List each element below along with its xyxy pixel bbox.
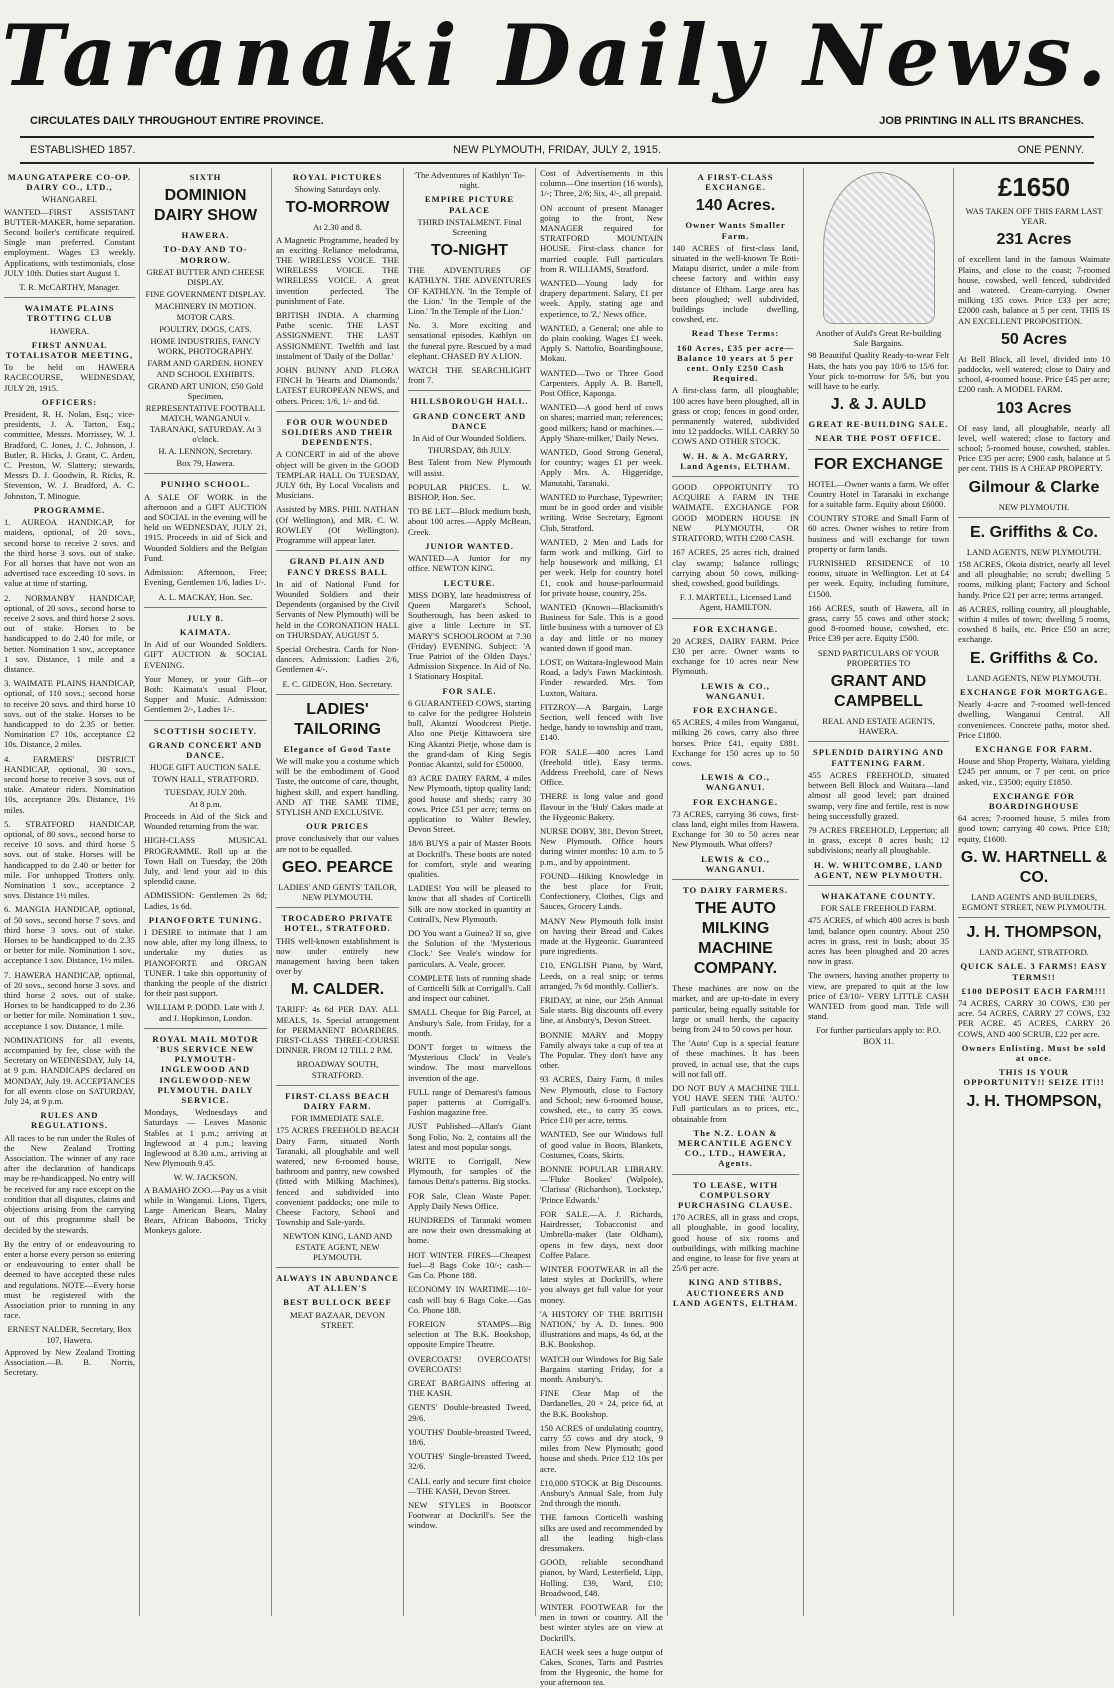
classified: BONNIE MARY and Moppy Family always take a cup of tea at The Popular. They don't have any other.	[540, 1029, 663, 1071]
paragraph: All races to be run under the Rules of the New Zealand Trotting Association. The winner of any race after the declaration of handicaps may be re-handicapped. No entry will be received for any race except on the condition that all disputes, claims and objections arising from the carrying out of this programme shall be decided by the stewards.	[4, 1132, 135, 1235]
signature: BROADWAY SOUTH, STRATFORD.	[296, 1059, 379, 1080]
heading: FIRST-CLASS BEACH DAIRY FARM.	[285, 1090, 390, 1112]
race-entry: 2. NORMANBY HANDICAP, optional, of 20 sovs., second horse to receive 2 sovs. and third horse 2 sovs. out of stake. Horses to be handicapped to do 2.40 for mile, or better. Nomination 1 sov., acceptance 1 sov. Distance, 1 mile and a distance.	[4, 592, 135, 674]
classified: 6 GUARANTEED COWS, starting to calve for the pedigree Holstein bull, Akantzi Woodcrest Pietje. Also one Pietje Kittawoera sire King Akantzi Pietje, whose dam is the grand-dam of King Segis Pontiac Akantzi, sold for £50000.	[408, 697, 531, 769]
subheading: SEND PARTICULARS OF YOUR PROPERTIES TO	[817, 647, 940, 668]
divider	[144, 607, 267, 608]
feature-line: GRAND ART UNION, £50 Gold Specimen.	[147, 380, 264, 402]
heading: E. Griffiths & Co.	[970, 649, 1098, 667]
heading: MAUNGATAPERE CO-OP. DAIRY CO., LTD.,	[7, 172, 132, 193]
caption: Another of Auld's Great Re-building Sale Bargains.	[815, 328, 942, 349]
signature: H. W. WHITCOMBE, LAND AGENT, NEW PLYMOUTH.	[813, 859, 944, 880]
heading: RULES AND REGULATIONS.	[30, 1110, 109, 1131]
heading: GRAND CONCERT AND DANCE	[412, 410, 527, 431]
classified: FOUND—Hiking Knowledge in the best place for Fruit, Confectionery, Clothes, Cigs and Sauces, Grocery Lands.	[540, 870, 663, 912]
classified: £10,000 STOCK at Big Discounts. Ansbury's Annual Sale, from July 2nd through the month.	[540, 1477, 663, 1509]
classified: DON'T forget to witness the 'Mysterious Clock' in Veale's window. The most marvellous invention of the age.	[408, 1042, 531, 1083]
classified: COMPLETE lists of running shade of Corticelli Silk at Corrigall's. Call and inspect our cabinet.	[408, 972, 531, 1004]
heading: ROYAL MAIL MOTOR 'BUS SERVICE NEW PLYMOUTH-INGLEWOOD AND INGLEWOOD-NEW PLYMOUTH. DAILY SERVICE.	[152, 1033, 259, 1106]
classified: OVERCOATS! OVERCOATS! OVERCOATS!	[408, 1353, 531, 1374]
subheading: FOR SALE FREEHOLD FARM.	[820, 903, 937, 914]
paragraph: No. 3. More exciting and sensational episodes. Kathlyn on the funeral pyre. Rescued by a mad elephant. CHASED BY A LION.	[408, 320, 531, 361]
paragraph: 46 ACRES, rolling country, all ploughable, within 4 miles of town; dwelling 5 rooms, cowshed 8 bails, etc. Price £50 an acre; exchange.	[958, 603, 1110, 645]
paragraph: I DESIRE to intimate that I am now able, after my long illness, to undertake my duties as PIANOFORTE and ORGAN TUNER. I take this opportunity of thanking the people of the district for their past support.	[144, 926, 267, 999]
heading: GRAND PLAIN AND FANCY DRESS BALL	[287, 556, 388, 577]
feature-line: FINE GOVERNMENT DISPLAY.	[145, 289, 266, 300]
classified: WANTED, 2 Men and Lads for farm work and milking. Girl to help housework and milking, £1 per week. Help for country hotel £1, cook and house-parlourmaid for private house, country, 25s.	[540, 536, 663, 598]
divider	[144, 473, 267, 474]
heading: Owners Enlisting. Must be sold at once.	[961, 1042, 1107, 1063]
feature-line: GREAT BUTTER AND CHEESE DISPLAY.	[146, 266, 265, 288]
race-entry: 7. HAWERA HANDICAP, optional, of 20 sovs., second horse 3 sovs. and third horse 2 sovs. out of stake. Horses to be handicapped to do 2.36 or better for mile. Nomination 1 sov., acceptance 1 sov. Distance, 1 mile.	[4, 969, 135, 1031]
paragraph: HOTEL—Owner wants a farm. We offer Country Hotel in Taranaki in exchange for a suitable farm. Equity about £6000.	[808, 478, 949, 510]
classified: YOUTHS' Double-breasted Tweed, 18/6.	[408, 1426, 531, 1447]
classified: WRITE to Corrigall, New Plymouth, for samples of the famous Detta's patterns. Big stocks.	[408, 1156, 531, 1187]
heading: ALWAYS IN ABUNDANCE AT ALLEN'S	[276, 1273, 399, 1294]
divider	[808, 449, 949, 450]
paragraph: President, R. H. Nolan, Esq.; vice-presidents, J. A. Tarton, Esq.; committee, Messrs. Morrissey, W. J. Bradford, C. Jones, J. C. Johnson, J. Butler, R. Hicks, J. Grant, C. Arden, C. Preston, W. Slattery; stewards, Messrs D. J. Goodwin, R. Ricks, R. Stevenson, W. J. Bradford, A. C. Johnston, T. Minogue.	[4, 409, 135, 501]
divider	[144, 720, 267, 721]
subheading: At 8 p.m.	[189, 798, 222, 809]
paragraph: These machines are now on the market, and are up-to-date in every particular, being equally suitable for large or small herds, the capacity being from 24 to 50 cows per hour.	[672, 983, 799, 1034]
heading: 231 Acres	[996, 231, 1072, 249]
paragraph: A SALE OF WORK in the afternoon and a GIFT AUCTION and SOCIAL in the evening will be held on WEDNESDAY, JULY 21, 1915. Proceeds in aid of Sick and Wounded Soldiers and the Belgian Fund.	[144, 491, 267, 563]
classified: NEW STYLES in Bootscor Footwear at Dockrill's. See the window.	[408, 1499, 531, 1531]
classified: WANTED to Purchase, Typewriter; must be in good order and visible writing. Write Secretary, Egmont Club, Stratford.	[540, 491, 663, 533]
signature: The N.Z. LOAN & MERCANTILE AGENCY CO., LTD., HAWERA, Agents.	[677, 1127, 794, 1169]
heading: FOR EXCHANGE.	[692, 623, 779, 634]
heading: 160 Acres, £35 per acre—Balance 10 years at 5 per cent. Only £250 Cash Required.	[676, 342, 795, 384]
classified: ECONOMY IN WARTIME—10/- cash will buy 6 Bags Coke.—Gas Co. Phone 188.	[408, 1284, 531, 1315]
job-printing-note: JOB PRINTING IN ALL ITS BRANCHES.	[879, 115, 1084, 127]
heading: PROGRAMME.	[33, 504, 106, 515]
subheading: At 2.30 and 8.	[313, 222, 362, 233]
subheading: LAND AGENTS, NEW PLYMOUTH.	[966, 672, 1102, 683]
subheading: MEAT BAZAAR, DEVON STREET.	[289, 1309, 386, 1330]
heading: FIRST ANNUAL TOTALISATOR MEETING,	[5, 339, 134, 361]
heading: GRANT AND CAMPBELL	[830, 673, 927, 711]
signature: W. W. JACKSON.	[173, 1172, 238, 1183]
heading: TROCADERO PRIVATE HOTEL, STRATFORD.	[281, 913, 394, 934]
paragraph: Best Talent from New Plymouth will assist.	[408, 457, 531, 478]
classified: CALL early and secure first choice—THE KASH, Devon Street.	[408, 1475, 531, 1496]
paragraph: 20 ACRES, DAIRY FARM. Price £30 per acre. Owner wants to exchange for 10 acres near New Plymouth.	[672, 635, 799, 677]
column-1	[0, 168, 140, 1616]
signature: NEWTON KING, LAND AND ESTATE AGENT, NEW PLYMOUTH.	[282, 1231, 393, 1262]
paragraph: 73 ACRES, carrying 36 cows, first-class land, eight miles from Hawera. Exchange for 30 to 50 acres near New Plymouth. What offers?	[672, 808, 799, 850]
paragraph: DO NOT BUY A MACHINE TILL YOU HAVE SEEN THE 'AUTO.' Full particulars as to prices, etc., obtainable from	[672, 1083, 799, 1124]
classified: WINTER FOOTWEAR in all the latest styles at Dockrill's, where you always get full value for your money.	[540, 1263, 663, 1305]
feature-line: POULTRY, DOGS, CATS.	[159, 323, 252, 334]
classified: FRIDAY, at nine, our 25th Annual Sale starts. Big discounts off every line, at Ansbury's, Devon Street.	[540, 995, 663, 1026]
classified: THE famous Corticelli washing silks are used and recommended by all the leading high-class dressmakers.	[540, 1512, 663, 1553]
hat-illustration	[823, 172, 935, 324]
divider	[276, 550, 399, 551]
heading: THE AUTO MILKING MACHINE COMPANY.	[693, 900, 778, 978]
classified: WANTED—Two or Three Good Carpenters. Apply A. B. Bartell, Post Office, Kaponga.	[540, 367, 663, 399]
paragraph: JOHN BUNNY AND FLORA FINCH In 'Hearts and Diamonds.' LATEST EUROPEAN NEWS, and others. Prices: 1/6, 1/- and 6d.	[276, 365, 399, 406]
subheading: TUESDAY, JULY 20th.	[164, 786, 247, 797]
paragraph: 175 ACRES FREEHOLD BEACH Dairy Farm, situated North Taranaki, all ploughable and well watered, new 6-roomed house, bathroom and pantry, new cowshed (fitted with Milking Machines), fenced and subdivided into convenient paddocks; one mile to Cheese Factory, School and Township and Sale-yards.	[276, 1125, 399, 1228]
signature: LEWIS & CO., WANGANUI.	[701, 680, 770, 701]
signature: Box 79, Hawera.	[176, 458, 235, 469]
signature: LEWIS & CO., WANGANUI.	[701, 853, 770, 874]
divider	[808, 741, 949, 742]
classified: YOUTHS' Single-breasted Tweed, 32/6.	[408, 1451, 531, 1472]
race-entry: 6. MANGIA HANDICAP, optional, of 50 sovs., second horse 7 sovs. and third horse 3 sovs. out of stake. Horses to be handicapped to do 2.35 or better for mile. Nomination 1 sov., acceptance 1 sov. Distance, 1½ miles.	[4, 904, 135, 966]
heading: FOR EXCHANGE	[814, 455, 943, 473]
classified: ON account of present Manager going to the front, New MANAGER required for STRATFORD MOUNTAIN HOUSE. First-class chance for married couple. Full particulars from R. WILLIAMS, Stratford.	[540, 202, 663, 274]
classified: FOR Sale, Clean Waste Paper. Apply Daily News Office.	[408, 1190, 531, 1211]
subheading: LADIES' AND GENTS' TAILOR, NEW PLYMOUTH.	[278, 881, 397, 902]
heading: NEAR THE POST OFFICE.	[815, 433, 942, 444]
subheading: HAWERA.	[49, 325, 90, 336]
paragraph: 74 ACRES, CARRY 30 COWS, £30 per acre. 54 ACRES, CARRY 27 COWS, £32 PER ACRE. 45 ACRES, CARRY 26 COWS, AND 400 SCRUB, £22 per acre.	[958, 997, 1110, 1039]
subheading: THURSDAY, 8th JULY.	[427, 445, 512, 456]
heading: BEST BULLOCK BEEF	[283, 1297, 392, 1308]
paragraph: prove conclusively that our values are not to be equalled.	[276, 833, 399, 854]
signature: W. H. & A. McGARRY, Land Agents, ELTHAM.	[680, 450, 791, 471]
classified: EACH week sees a huge output of Cakes, Scones, Tarts and Pastries from the Hygeonic, the home for your afternoon tea.	[540, 1646, 663, 1688]
heading: Gilmour & Clarke	[968, 478, 1100, 496]
classified: HOT WINTER FIRES—Cheapest fuel—8 Bags Coke 10/-; cash—Gas Co. Phone 188.	[408, 1249, 531, 1281]
classified: LOST, on Waitara-Inglewood Main Road, a lady's Fawn Mackintosh. Finder rewarded. Mrs. Tom Luxton, Waitara.	[540, 656, 663, 698]
heading: LECTURE.	[443, 577, 496, 588]
heading: J. H. THOMPSON,	[966, 924, 1102, 942]
paragraph: TARIFF: 4s 6d PER DAY. ALL MEALS, 1s. Special arrangement for PERMANENT BOARDERS. FIRST-CLASS THREE-COURSE DINNER. FROM 12 TILL 2 P.M.	[276, 1004, 399, 1056]
race-entry: 3. WAIMATE PLAINS HANDICAP, optional, of 110 sovs.; second horse to receive 20 sovs. and third horse 10 sovs. out of the stake. Horses to be handicapped to do 2.35 or better. Nomination £7 10s, acceptance £2 10s. Distance, 2 miles.	[4, 678, 135, 750]
subheading: In Aid of Our Wounded Soldiers.	[412, 433, 527, 444]
heading: HILLSBOROUGH HALL.	[410, 396, 529, 407]
paragraph: 65 ACRES, 4 miles from Wanganui, milking 26 cows, carry also three horses. Price £41, equity £881. Exchange for 150 acres up to 50 cows.	[672, 717, 799, 768]
heading: G. W. HARTNELL & CO.	[960, 848, 1108, 886]
classified: WANTED, a General; one able to do plain cooking. Wages £1 week. Apply S. Nattolio, Boardinghouse, Mokau.	[540, 322, 663, 364]
classified: WANTED, Good Strong General, for country; wages £1 per week. Apply Mrs. A. Higgeridge, Manutahi, Taranaki.	[540, 447, 663, 488]
subheading: Showing Saturdays only.	[294, 184, 381, 195]
paragraph: POPULAR PRICES. L. W. BISHOP, Hon. Sec.	[408, 481, 531, 503]
paragraph: 79 ACRES FREEHOLD, Lepperton; all in grass, except 8 acres bush; 12 subdivisions; nearly all ploughable.	[808, 824, 949, 856]
divider	[672, 476, 799, 477]
heading: OFFICERS:	[41, 396, 98, 407]
heading: JULY 8.	[187, 612, 224, 623]
feature-line: HOME INDUSTRIES, FANCY WORK, PHOTOGRAPHY.	[150, 336, 261, 357]
paragraph: Special Orchestra. Cards for Non-dancers. Admission: Ladies 2/6, Gentlemen 4/-.	[276, 643, 399, 675]
heading: QUICK SALE. 3 FARMS! EASY TERMS!!	[960, 961, 1108, 982]
signature: E. C. GIDEON, Hon. Secretary.	[282, 678, 393, 689]
paragraph: The owners, having another property to view, are prepared to quit at the low price of £3/10/- VERY LITTLE CASH WANTED from good man. Title will stand.	[808, 970, 949, 1022]
classified: 18/6 BUYS a pair of Master Boots at Dockrill's. These boots are noted for comfort, style and wearing qualities.	[408, 838, 531, 879]
classified: 150 ACRES of undulating country, carry 55 cows and dry stock, 9 miles from New Plymouth; good house and sheds. Price £12 10s per acre.	[540, 1422, 663, 1474]
heading: EXCHANGE FOR MORTGAGE.	[960, 686, 1108, 697]
paragraph: Assisted by MRS. PHIL NATHAN (Of Wellington), and MR. C. W. ROWLEY (Of Wellington). Programme will appear later.	[276, 504, 399, 546]
paragraph: BRITISH INDIA. A charming Pathe scenic. THE LAST ASSIGNMENT. THE LAST ASSIGNMENT. Twelfth and last instalment of 'Daily of the Dollar.'	[276, 310, 399, 361]
heading: OUR PRICES	[306, 821, 369, 832]
column-7	[804, 168, 954, 1616]
classified: LADIES! You will be pleased to know that all shades of Corticelli Silk are now stocked in quantity at Cottrall's, New Plymouth.	[408, 883, 531, 924]
tagline-strip	[30, 115, 1084, 131]
classified: DO You want a Guinea? If so, give the Solution of the 'Mysterious Clock.' See Veale's window for particulars. A. Veale, grocer.	[408, 928, 531, 969]
divider	[808, 885, 949, 886]
signature: A. L. MACKAY, Hon. Sec.	[158, 591, 253, 602]
masthead	[0, 0, 1114, 112]
classified: HUNDREDS of Taranaki women are now their own dressmaking at home.	[408, 1215, 531, 1246]
column-2	[140, 168, 272, 1616]
masthead-title: Taranaki Daily News.	[1, 6, 1113, 105]
heading: TO-DAY AND TO-MORROW.	[163, 244, 248, 265]
paragraph: In aid of National Fund for Wounded Soldiers and their Dependents (organised by the Civil Servants of New Plymouth) will be held in the CORONATION HALL on THURSDAY, AUGUST 5.	[276, 578, 399, 640]
subheading: LAND AGENTS, NEW PLYMOUTH.	[966, 546, 1102, 557]
signature: WILLIAM P. DODD. Late with J. and J. Hopkinson, London.	[146, 1002, 265, 1023]
signature: H. A. LENNON, Secretary.	[158, 446, 253, 457]
heading: PIANOFORTE TUNING.	[148, 914, 263, 925]
paragraph: To be held on HAWERA RACECOURSE, WEDNESDAY, JULY 28, 1915.	[4, 362, 135, 393]
classified: GREAT BARGAINS offering at THE KASH.	[408, 1377, 531, 1399]
paragraph: The 'Auto' Cup is a special feature of these machines. It has been proved, in actual use, that the cups will not fall off.	[672, 1038, 799, 1079]
heading: 103 Acres	[996, 399, 1072, 417]
signature: J. H. THOMPSON,	[966, 1092, 1102, 1110]
subheading: FOR IMMEDIATE SALE.	[291, 1113, 384, 1124]
paragraph: 455 ACRES FREEHOLD, situated between Bell Block and Waitara—land almost all good level; part drained swamp, very fine and fertile, rest is now being successfully grazed.	[808, 769, 949, 821]
classified: THERE is long value and good flavour in the 'Hub' Cakes made at the Hygeonic Bakery.	[540, 791, 663, 822]
divider	[4, 297, 135, 298]
feature-line: REPRESENTATIVE FOOTBALL MATCH, WANGANUI v. TARANAKI, SATURDAY. At 3 o'clock.	[145, 403, 266, 444]
heading: M. CALDER.	[290, 981, 385, 999]
signature: KING AND STIBBS, AUCTIONEERS AND LAND AGENTS, ELTHAM.	[672, 1277, 799, 1308]
classified: FULL range of Demarest's famous paper patterns at Corrigall's. Fashion magazine free.	[408, 1086, 531, 1118]
heading: E. Griffiths & Co.	[970, 523, 1098, 541]
classified: GENTS' Double-breasted Tweed, 29/6.	[408, 1402, 531, 1423]
heading: FOR EXCHANGE.	[692, 796, 779, 807]
heading: GRAND CONCERT AND DANCE.	[148, 739, 263, 760]
divider	[958, 917, 1110, 918]
paragraph: 98 Beautiful Quality Ready-to-wear Felt Hats, the hats you pay 10/6 to 15/6 for. Your pick to-morrow for 5/6, but you will have to be early.	[808, 350, 949, 392]
classified: FOREIGN STAMPS—Big selection at The B.K. Bookshop, opposite Empire Theatre.	[408, 1318, 531, 1350]
divider	[276, 694, 399, 695]
heading: £100 DEPOSIT EACH FARM!!!	[961, 985, 1107, 996]
paragraph: A first-class farm, all ploughable; 100 acres have been ploughed, all in grass or crop; fences in good order, permanently watered, subdivided into 12 paddocks. WILL CARRY 50 COWS AND OTHER STOCK.	[672, 385, 799, 447]
classified: TO BE LET—Block medium bush, about 100 acres.—Apply McBean, Creek.	[408, 506, 531, 537]
heading: DOMINION DAIRY SHOW	[153, 187, 258, 225]
paragraph: 158 ACRES, Okoia district, nearly all level and all ploughable; no scrub; dwelling 5 rooms, milking plant; Factory and School handy. Price £21 per acre; terms arranged.	[958, 559, 1110, 600]
subheading: HUGE GIFT AUCTION SALE.	[149, 762, 262, 773]
heading: 50 Acres	[1000, 330, 1068, 348]
divider	[958, 517, 1110, 518]
price-heading: £1650	[997, 172, 1071, 202]
feature-line: MACHINERY IN MOTION. MOTOR CARS.	[154, 301, 257, 322]
divider	[276, 1085, 399, 1086]
heading: SCOTTISH SOCIETY.	[153, 725, 258, 736]
paragraph: Mondays, Wednesdays and Saturdays — Leaves Masonic Stables at 1 p.m.; arriving at Inglewood at 4 p.m.; leaving Inglewood at 8.30 a.m., arriving at New Plymouth 9.45.	[144, 1107, 267, 1169]
subheading: NEW PLYMOUTH.	[998, 501, 1070, 512]
classified: £10, ENGLISH Piano, by Ward, Leeds, on a real snip; or terms arranged, 7s 6d monthly. Collier's.	[540, 960, 663, 991]
paragraph: ADMISSION: Gentlemen 2s 6d; Ladies, 1s 6d.	[144, 890, 267, 911]
divider	[20, 162, 1094, 164]
paragraph: House and Shop Property, Waitara, yielding £245 per annum, or 7 per cent. on price asked, viz., £3500; equity £1850.	[958, 756, 1110, 787]
classified: FOR SALE.—A. J. Richards, Hairdresser, Tobacconist and Umbrella-maker (late Oldham), opens in few days, next door Coffee Palace.	[540, 1208, 663, 1260]
classified: WANTED (Known—Blacksmith's Business for Sale. This is a good little business with a turnover of £3 a day and little or no money wanted down if good man.	[540, 601, 663, 653]
divider	[20, 136, 1094, 138]
footnote: Approved by New Zealand Trotting Association.—B. B. Norris, Secretary.	[4, 1346, 135, 1378]
subheading: 'The Adventures of Kathlyn' To-night.	[414, 170, 525, 191]
heading: EMPIRE PICTURE PALACE	[424, 194, 515, 215]
paragraph: At Bell Block, all level, divided into 10 paddocks, well watered; close to Dairy and school, 4-roomed house. Price £45 per acre; £200 cash. A MODEL FARM.	[958, 353, 1110, 395]
classified: GOOD, reliable secondhand pianos, by Ward, Lesterfield, Lipp, Holling. £39, Ward, £10; Broadwood, £48.	[540, 1557, 663, 1598]
signature: LEWIS & CO., WANGANUI.	[701, 772, 770, 793]
heading: EXCHANGE FOR FARM.	[975, 743, 1093, 754]
classified: WANTED—A Junior for my office. NEWTON KING.	[408, 553, 531, 574]
issue-date: NEW PLYMOUTH, FRIDAY, JULY 2, 1915.	[452, 144, 662, 156]
paragraph: Nearly 4-acre and 7-roomed well-fenced dwelling, Wanganui Central. All conveniences. Concrete paths, motor shed. Price £1800.	[958, 699, 1110, 740]
paragraph: A Magnetic Programme, headed by an exciting Reliance melodrama, THE WIRELESS VOICE. THE WIRELESS VOICE. THE WIRELESS VOICE. A great invention perfected. The punishment of Fate.	[276, 234, 399, 306]
paragraph: A BAMAHO ZOO.—Pay us a visit while in Wanganui. Lions, Tigers, Large American Bears, Malay Bears, African Baboons, Tricky Monkeys galore.	[144, 1184, 267, 1236]
race-entry: 5. STRATFORD HANDICAP, optional, of 80 sovs., second horse to receive 10 sovs. and third horse 5 sovs. out of stake. Horses will be handicapped to do 2.40 or better for mile. For unhopped Trotters only. Nomination 1 sov., acceptance 2 sovs. Distance 1½ miles.	[4, 818, 135, 901]
paragraph: 475 ACRES, of which 400 acres is bush land, balance open country. About 250 acres in grass, rest in bush; about 35 acres has been ploughed and 20 acres now in grass.	[808, 915, 949, 967]
classified: WATCH our Windows for Big Sale Bargains starting Friday, for a month. Ansbury's.	[540, 1353, 663, 1384]
subheading: WHANGAREI.	[41, 194, 98, 205]
advert: WANTED—FIRST ASSISTANT BUTTER-MAKER, home separation. Second boiler's certificate required. Single man preferred. Constant employment. Wages £3 weekly. Applications, with testimonials, close JULY 10th. Duties start August 1.	[4, 206, 135, 278]
divider	[276, 907, 399, 908]
divider	[672, 618, 799, 619]
classified: WINTER FOOTWEAR for the men in town or country. All the best winter styles are on view at Dockrill's.	[540, 1602, 663, 1643]
heading: TO-MORROW	[285, 199, 390, 217]
heading: Elegance of Good Taste	[283, 743, 392, 754]
price: ONE PENNY.	[1017, 144, 1084, 156]
divider	[672, 1174, 799, 1175]
signature: For further particulars apply to: P.O. BOX 11.	[816, 1025, 941, 1046]
classified: MANY New Plymouth folk insist on having their Bread and Cakes made at the Hygeonic. Guaranteed pure ingredients.	[540, 915, 663, 957]
heading: Read These Terms:	[691, 328, 780, 339]
column-4	[404, 168, 536, 1616]
heading: FOR OUR WOUNDED SOLDIERS AND THEIR DEPENDENTS.	[281, 416, 394, 448]
classified: NURSE DOBY, 381, Devon Street, New Plymouth. Office hours during winter months: 10 a.m. to 5 p.m., and by appointment.	[540, 825, 663, 867]
heading: ROYAL PICTURES	[292, 172, 383, 182]
classified: BONNIE POPULAR LIBRARY.—'Fluke Bookes' (Walpole), 'Clarissa' (Richardson), 'Lockstep,' 'Prince Edwards.'	[540, 1164, 663, 1205]
race-entry: 4. FARMERS' DISTRICT HANDICAP, optional, 30 sovs., second horse to receive 3 sovs. out of stake. Amateur riders. Nomination 10s, acceptance 20s. Distance, 1½ miles.	[4, 753, 135, 815]
paragraph: WATCH THE SEARCHLIGHT from 7.	[408, 365, 531, 386]
heading: LADIES' TAILORING	[294, 700, 381, 738]
heading: SIXTH	[189, 172, 222, 182]
heading: GREAT RE-BUILDING SALE.	[808, 419, 949, 430]
classified: 83 ACRE DAIRY FARM, 4 miles New Plymouth, tiptop quality land; good house and sheds; carry 30 cows. Price £51 per acre; terms on application to Walter Bewley, Devon Street.	[408, 773, 531, 835]
heading: Owner Wants Smaller Farm.	[685, 220, 786, 241]
heading: FOR SALE.	[442, 685, 497, 696]
classified: FINE Clear Map of the Dardanelles, 20 × 24, price 6d, at the B.K. Bookshop.	[540, 1388, 663, 1419]
classified: SMALL Cheque for Big Parcel, at Ansbury's Sale, from Friday, for a month.	[408, 1007, 531, 1038]
paragraph: Of easy land, all ploughable, nearly all level, well watered; close to factory and school; 5-roomed house, cowshed, stables. Price £35 per acre; £900 cash, balance at 5 per cent. THIS IS A CHEAP PROPERTY.	[958, 422, 1110, 474]
paragraph: We will make you a costume which will be the embodiment of Good Taste, the outcome of care, thought, highest skill, and expert handling. AND AT THE SAME TIME, STYLISH AND EXCLUSIVE.	[276, 755, 400, 817]
rate-note: Cost of Advertisements in this column—One insertion (16 words), 1/-; Three, 2/6; Six, 4/-, all prepaid.	[540, 168, 663, 199]
heading: J. & J. AULD	[830, 396, 927, 414]
paragraph: THE ADVENTURES OF KATHLYN. THE ADVENTURES OF KATHLYN. 'In the Temple of the Lion.' 'In the Temple of the Lion.' 'In the Temple of the Lion.'	[408, 265, 531, 317]
column-8	[954, 168, 1114, 1616]
heading: 140 Acres.	[695, 197, 776, 215]
heading: SPLENDID DAIRYING AND FATTENING FARM.	[813, 747, 944, 768]
classified: FITZROY—A Bargain, Large Section, well fenced with live hedge, handy to township and tram, £140.	[540, 701, 663, 743]
signature: F. J. MARTELL, Licensed Land Agent, HAMILTON.	[679, 592, 792, 613]
race-entry: 1. AUREOA HANDICAP, for maidens, optional, of 20 sovs., second horse to receive 2 sovs. and the third horse 3 sovs. out of stake. For all horses that have not won an advertised race exceeding 10 sovs. in value at time of starting.	[4, 517, 135, 589]
heading: WAIMATE PLAINS TROTTING CLUB	[24, 303, 115, 324]
classified: 'A HISTORY OF THE BRITISH NATION,' by A. D. Innes. 900 illustrations and maps, 4s 6d, at the B.K. Bookshop.	[540, 1308, 663, 1350]
subheading: WAS TAKEN OFF THIS FARM LAST YEAR.	[965, 206, 1103, 227]
paragraph: Proceeds in Aid of the Sick and Wounded returning from the war.	[144, 810, 267, 832]
feature-line: FARM AND GARDEN. HONEY AND SCHOOL EXHIBITS.	[147, 358, 264, 379]
classified: WANTED, See our Windows full of good value in Boots, Blankets, Costumes, Coats, Skirts.	[540, 1129, 663, 1160]
subheading: TOWN HALL, STRATFORD.	[152, 774, 259, 785]
subheading: LAND AGENT, STRATFORD.	[979, 947, 1089, 958]
heading: TO-NIGHT	[430, 242, 509, 260]
paragraph: THIS well-known establishment is now under entirely new management having been taken over by	[276, 935, 399, 977]
divider	[276, 411, 399, 412]
classified: JUST Published—Allan's Giant Song Folio, No. 2, contains all the latest and most popular songs.	[408, 1121, 531, 1152]
heading: TO DAIRY FARMERS.	[682, 884, 789, 895]
heading: GEO. PEARCE	[281, 858, 394, 876]
divider	[144, 1028, 267, 1029]
heading: TO LEASE, WITH COMPULSORY PURCHASING CLAUSE.	[678, 1179, 793, 1211]
heading: THIS IS YOUR OPPORTUNITY!! SEIZE IT!!!	[963, 1067, 1105, 1088]
paragraph: 167 ACRES, 25 acres rich, drained clay swamp; balance rollings; carrying about 50 cows, milking-shed, cowshed, good buildings.	[672, 547, 799, 588]
heading: WHAKATANE COUNTY.	[821, 890, 936, 901]
subheading: THIRD INSTALMENT. Final Screening	[417, 216, 522, 238]
subheading: REAL AND ESTATE AGENTS, HAWERA.	[822, 716, 935, 737]
heading: A FIRST-CLASS EXCHANGE.	[697, 172, 774, 193]
paragraph: HIGH-CLASS MUSICAL PROGRAMME. Roll up at the Town Hall on Tuesday, the 20th July, and lend your aid to this splendid cause.	[144, 835, 267, 887]
heading: JUNIOR WANTED.	[425, 540, 514, 551]
divider	[276, 1267, 399, 1268]
column-5	[536, 168, 668, 1688]
paragraph: By the entry of or endeavouring to enter a horse every person so entering or endeavouring to enter shall be deemed to have accepted these rules and regulations. NOTE—Every horse must be registered with the Association prior to running in any race.	[4, 1238, 135, 1321]
heading: FOR EXCHANGE.	[692, 704, 779, 715]
paragraph: GOOD OPPORTUNITY TO ACQUIRE A FARM IN THE WAIMATE. EXCHANGE FOR GOOD MODERN HOUSE IN NEW PLYMOUTH, OR STRATFORD, WITH £200 CASH.	[672, 482, 799, 544]
established: ESTABLISHED 1857.	[30, 144, 136, 156]
paragraph: 166 ACRES, south of Hawera, all in grass, carry 55 cows and other stock; good 8-roomed house, cowshed, etc. Price £39 per acre. Equity £500.	[808, 602, 949, 644]
dateline	[30, 144, 1084, 160]
paragraph: FURNISHED RESIDENCE of 10 rooms, situate in Wellington. Let at £4 per week. Equity, including furniture, £1500.	[808, 558, 949, 599]
divider	[408, 390, 531, 391]
paragraph: In Aid of our Wounded Soldiers. GIFT AUCTION & SOCIAL EVENING.	[144, 639, 267, 670]
paragraph: Your Money, or your Gift—or Both: Kaimata's usual Flour, Supper and Music. Admission: Gentlemen 2/-, Ladies 1/-.	[144, 673, 267, 715]
subheading: LAND AGENTS AND BUILDERS, EGMONT STREET, NEW PLYMOUTH.	[961, 891, 1107, 912]
divider	[672, 879, 799, 880]
paragraph: Admission: Afternoon, Free; Evening, Gentlemen 1/6, ladies 1/-.	[144, 567, 267, 588]
paragraph: of excellent land in the famous Waimate Plains, and close to the coast; 7-roomed house, cowshed, well fenced, subdivided and watered. Cream-carrying. Owner milking 135 cows. Price £33 per acre; £2000 cash, balance at 5 per cent. THIS IS AN EXCELLENT PROPOSITION.	[958, 254, 1110, 326]
classified: WANTED—A good herd of cows on shares; married man; references; good milkers; hand or machines.—Apply 'Share-milker,' Daily News.	[540, 402, 663, 443]
heading: KAIMATA.	[179, 626, 232, 637]
classified: 93 ACRES, Dairy Farm, 8 miles New Plymouth, close to Factory and School; new 6-roomed house, cowshed, etc., to carry 35 cows. Price £10 per acre, terms.	[540, 1074, 663, 1126]
column-6	[668, 168, 804, 1616]
paragraph: 140 ACRES of first-class land, situated in the well-known Te Roti-Matapu district, under a mile from cheese factory and within easy distance of Eltham. Large area has been ploughed; well subdivided, buildings include dwelling, cowshed, etc.	[672, 242, 799, 325]
classified: WANTED—Young lady for drapery department. Salary, £1 per week. Apply, stating age and experience, to 'Z,' News office.	[540, 278, 663, 319]
paragraph: 170 ACRES, all in grass and crops, all ploughable, in good locality, good house of six rooms and outbuildings, with milking machine and engine, to lease for five years at 25/6 per acre.	[672, 1212, 799, 1274]
paragraph: MISS DOBY, late headmistress of Queen Margaret's School, Southerough, has been asked to give a little Lecture in ST. MARY'S SCHOOLROOM at 7.30 (Friday) EVENING. Subject: 'A True Patriot of the Olden Days.' Admission Sixpence. In Aid of No. 1 Stationary Hospital.	[408, 589, 531, 682]
heading: PUNIHO SCHOOL.	[160, 479, 251, 490]
paragraph: 64 acres; 7-roomed house, 5 miles from good town; carrying 40 cows. Price £18; equity, £1600.	[958, 813, 1110, 844]
classified: FOR SALE—400 acres Land (freehold title). Easy terms. Address Freehold, care of News Office.	[540, 746, 663, 788]
heading: EXCHANGE FOR BOARDINGHOUSE	[988, 790, 1080, 811]
signature: ERNEST NALDER, Secretary, Box 107, Hawera.	[7, 1324, 132, 1345]
heading: HAWERA.	[181, 230, 230, 241]
circulation-note: CIRCULATES DAILY THROUGHOUT ENTIRE PROVINCE.	[30, 115, 324, 127]
signature: T. R. McCARTHY, Manager.	[19, 282, 120, 293]
paragraph: COUNTRY STORE and Small Farm of 60 acres. Owner wishes to retire from business and will exchange for town property or farm lands.	[808, 513, 949, 554]
paragraph: A CONCERT in aid of the above object will be given in the GOOD TEMPLAR HALL On TUESDAY, JULY 6th, By Local Vocalists and Musicians.	[276, 449, 399, 501]
column-3	[272, 168, 404, 1616]
paragraph: NOMINATIONS for all events, accompanied by fee, close with the Secretary on WEDNESDAY, July 14, at 9 p.m. HANDICAPS declared on MONDAY, July 19. ACCEPTANCES for all events close on SATURDAY, July 24, at 9 p.m.	[4, 1034, 135, 1107]
